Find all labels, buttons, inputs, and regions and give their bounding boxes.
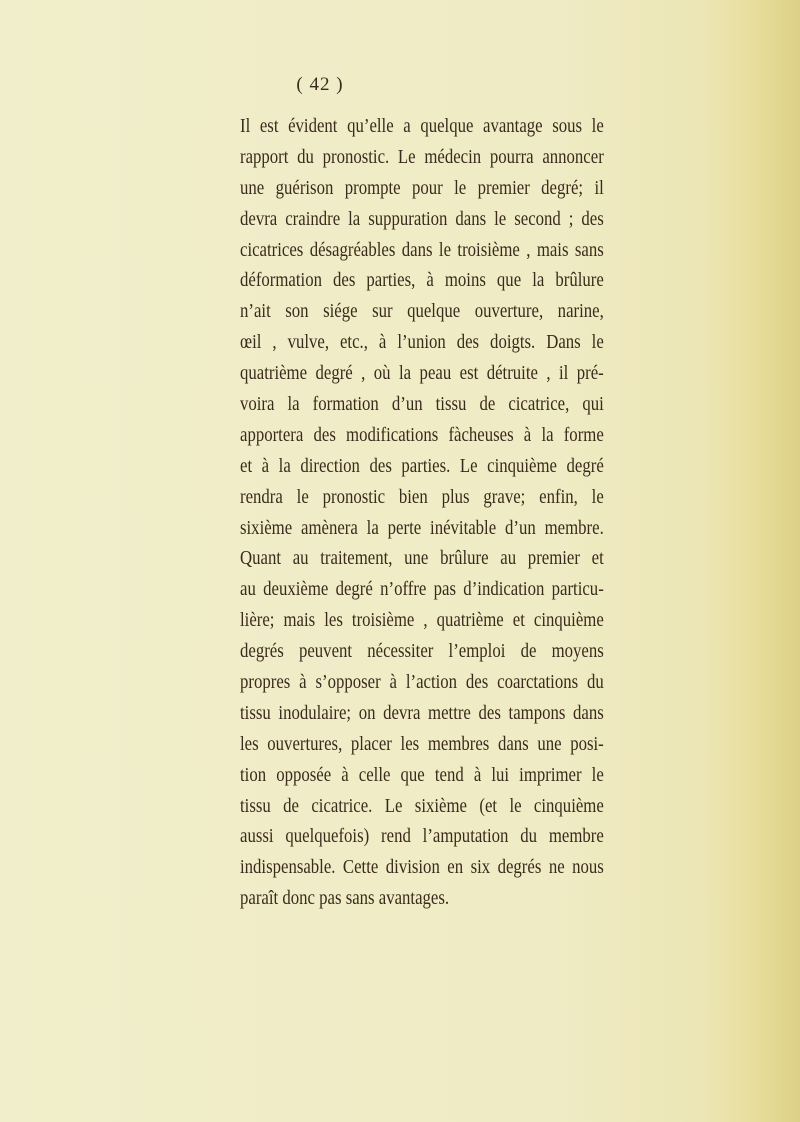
body-text [240,112,604,915]
text-line: degrés peuvent nécessiter l’emploi de moyens [240,641,604,663]
text-line: voira la formation d’un tissu de cicatrice, qui [240,394,604,416]
text-line: cicatrices désagréables dans le troisième , mais sans [240,239,604,261]
text-line: et à la direction des parties. Le cinquième degré [240,455,604,477]
text-line: devra craindre la suppuration dans le second ; des [240,208,604,230]
text-line: tissu inodulaire; on devra mettre des tampons dans [240,702,604,724]
text-line: une guérison prompte pour le premier degré; il [240,177,604,199]
text-line: propres à s’opposer à l’action des coarctations du [240,672,604,694]
text-line: déformation des parties, à moins que la brûlure [240,270,604,292]
text-line: aussi quelquefois) rend l’amputation du membre [240,826,604,848]
text-line: indispensable. Cette division en six degrés ne nous [240,857,604,879]
text-line: au deuxième degré n’offre pas d’indication particu- [240,579,604,601]
text-line: œil , vulve, etc., à l’union des doigts. Dans le [240,332,604,354]
text-line: sixième amènera la perte inévitable d’un membre. [240,517,604,539]
text-line: les ouvertures, placer les membres dans une posi- [240,733,604,755]
text-line: apportera des modifications fàcheuses à la forme [240,424,604,446]
text-line: tissu de cicatrice. Le sixième (et le cinquième [240,795,604,817]
text-line: Quant au traitement, une brûlure au premier et [240,548,604,570]
text-line: Il est évident qu’elle a quelque avantage sous le [240,116,604,137]
page-number: ( 42 ) [296,74,344,95]
text-line: rendra le pronostic bien plus grave; enfin, le [240,486,604,508]
text-line: lière; mais les troisième , quatrième et cinquième [240,610,604,632]
text-line: quatrième degré , où la peau est détruite , il pré- [240,363,604,385]
text-line: paraît donc pas sans avantages. [240,888,450,910]
text-line: n’ait son siége sur quelque ouverture, narine, [240,301,604,323]
text-line: rapport du pronostic. Le médecin pourra annoncer [240,146,604,168]
text-line: tion opposée à celle que tend à lui imprimer le [240,764,604,786]
